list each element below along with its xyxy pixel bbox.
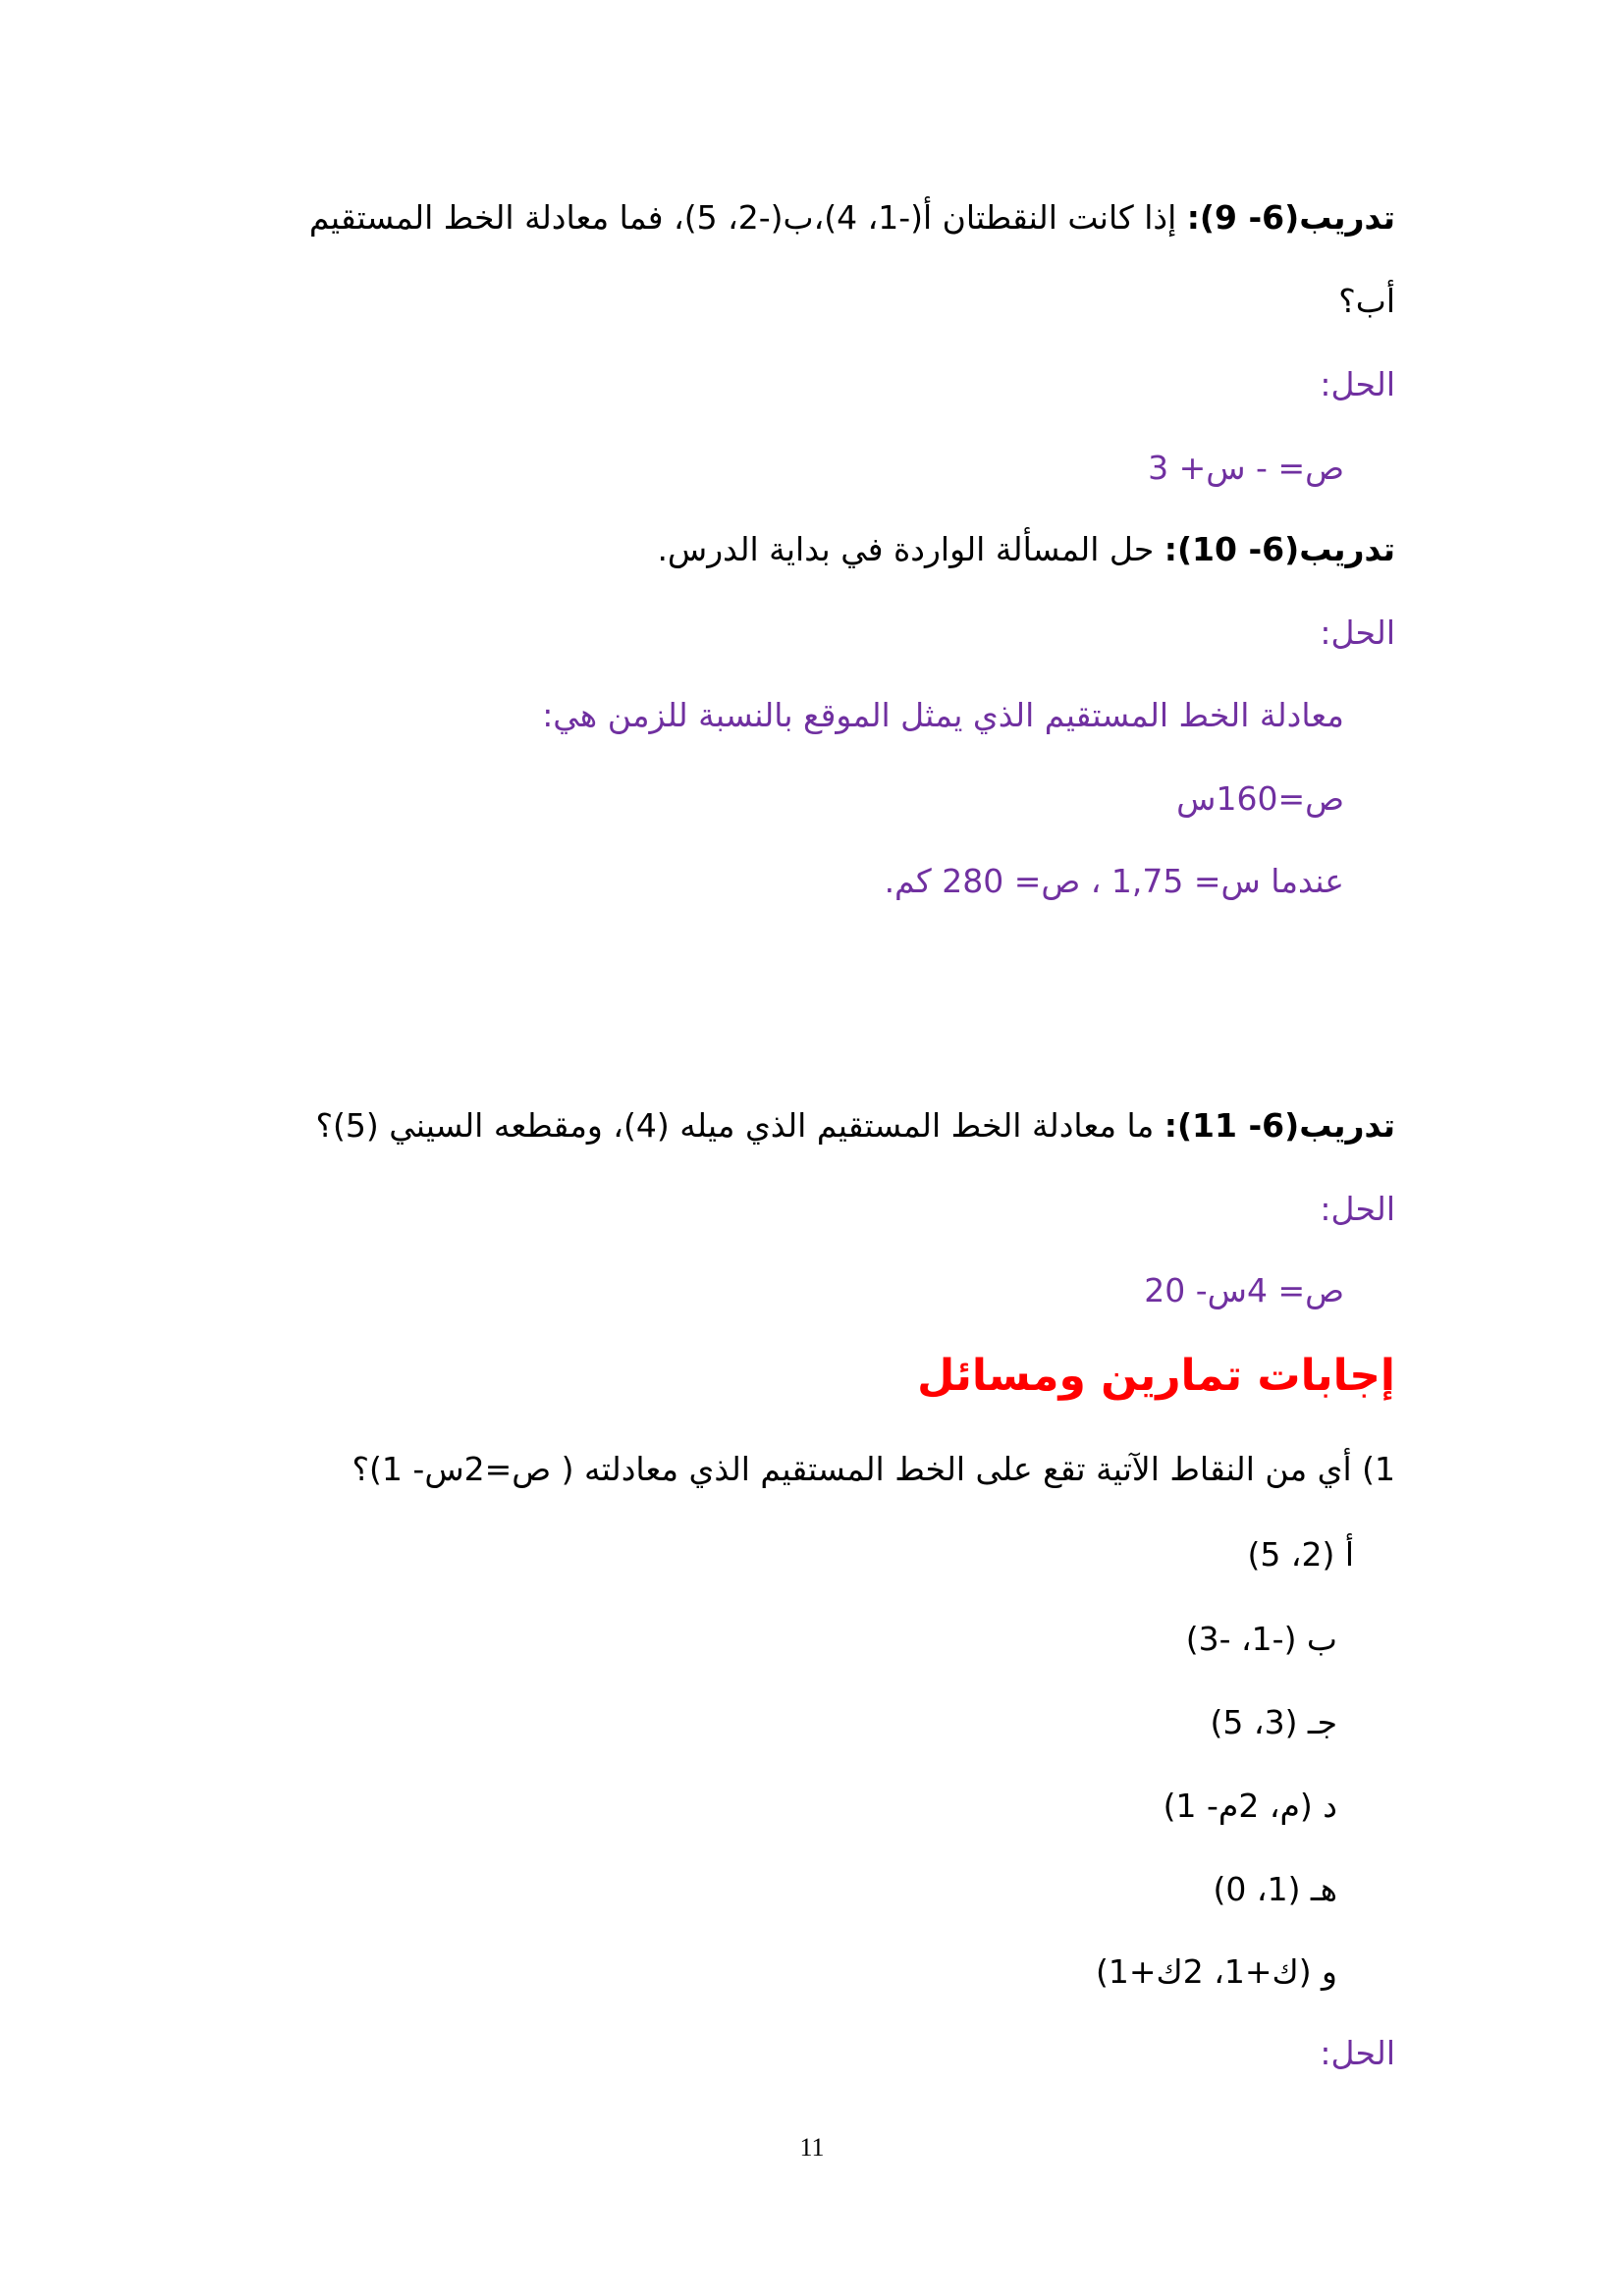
section-heading: إجابات تمارين ومسائل	[917, 1351, 1395, 1401]
exercise-11-answer: ص= 4س- 20	[1144, 1271, 1344, 1309]
exercise-9-solution-label: الحل:	[1320, 365, 1395, 403]
exercise-9-question	[245, 196, 1395, 240]
exercise-11-text: ما معادلة الخط المستقيم الذي ميله (4)، ومقطعه السيني (5)؟	[315, 1106, 1164, 1145]
question-1-text: 1) أي من النقاط الآتية تقع على الخط المستقيم الذي معادلته ( ص=2س- 1)؟	[352, 1450, 1395, 1488]
exercise-10-solution-label: الحل:	[1320, 614, 1395, 652]
exercise-9-text: إذا كانت النقطتان أ(-1، 4)،ب(-2، 5)، فما معادلة الخط المستقيم	[308, 198, 1187, 237]
question-1-option: ب (-1، -3)	[1185, 1620, 1337, 1658]
exercise-9-answer: ص= - س+ 3	[1148, 449, 1344, 487]
exercise-10-answer-line: معادلة الخط المستقيم الذي يمثل الموقع بالنسبة للزمن هي:	[542, 696, 1344, 734]
exercise-11-label: تدريب(6- 11):	[1164, 1106, 1395, 1145]
question-1-option: جـ (3، 5)	[1210, 1703, 1337, 1741]
question-1-option: هـ (1، 0)	[1213, 1870, 1337, 1908]
question-1-option: و (ك+1، 2ك+1)	[1095, 1952, 1337, 1991]
exercise-10-text: حل المسألة الواردة في بداية الدرس.	[657, 530, 1164, 568]
page-number: 11	[799, 2133, 825, 2162]
exercise-10-answer-line: ص=160س	[1176, 779, 1344, 818]
exercise-11-solution-label: الحل:	[1320, 1190, 1395, 1228]
exercise-9-question-continued: أب؟	[1338, 282, 1395, 320]
exercise-11-question	[316, 1104, 1396, 1148]
exercise-10-question	[657, 528, 1395, 571]
question-1-solution-label: الحل:	[1320, 2034, 1395, 2072]
exercise-10-label: تدريب(6- 10):	[1164, 530, 1395, 568]
exercise-9-label: تدريب(6- 9):	[1186, 198, 1395, 237]
question-1-option: د (م، 2م- 1)	[1163, 1787, 1337, 1825]
exercise-10-answer-line: عندما س= 1,75 ، ص= 280 كم.	[884, 862, 1344, 900]
question-1-option: أ (2، 5)	[1247, 1535, 1354, 1574]
